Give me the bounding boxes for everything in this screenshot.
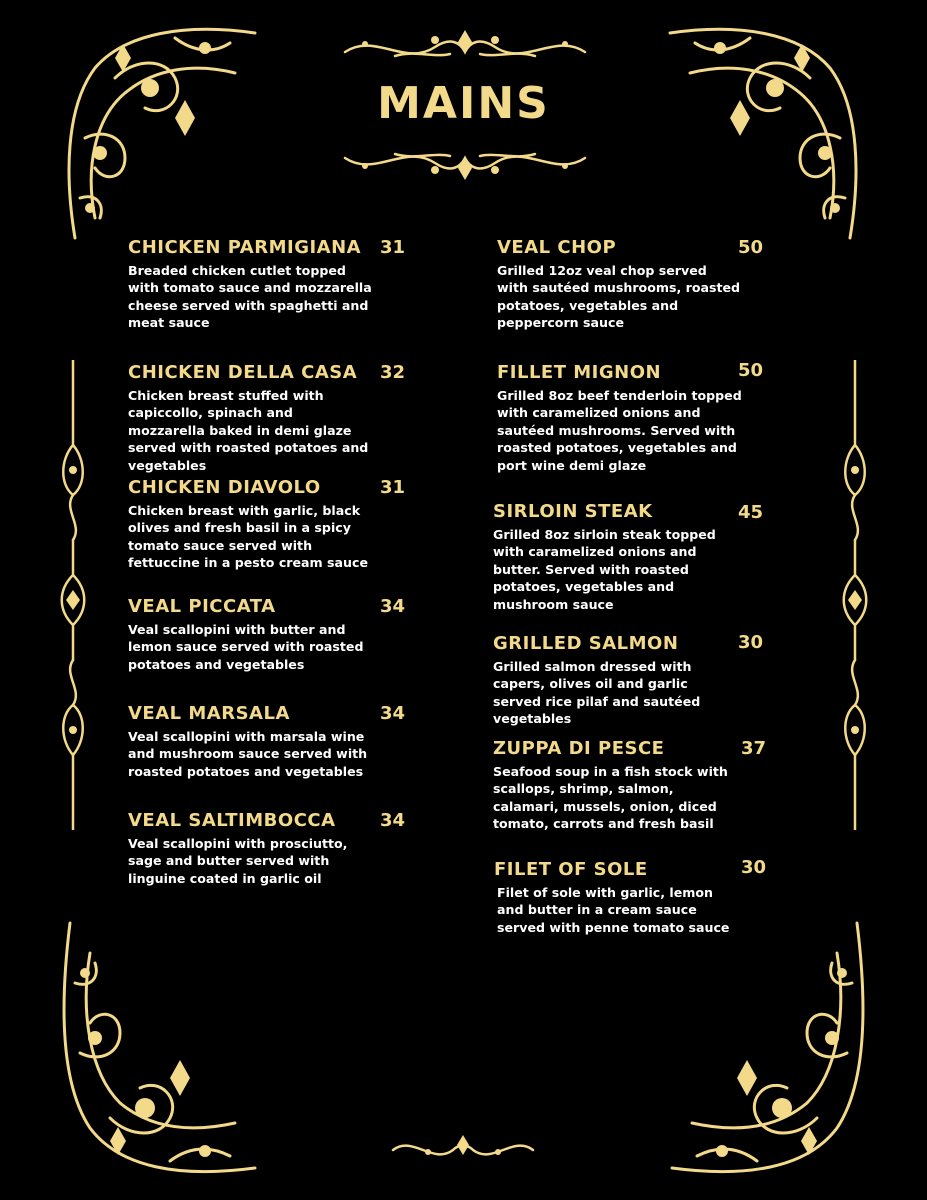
menu-item: [128, 237, 373, 332]
menu-item-price: 45: [738, 502, 764, 523]
menu-item: [128, 810, 373, 887]
ornament-top-right: [660, 18, 870, 243]
menu-item: [493, 501, 738, 613]
menu-item-description: Grilled 8oz beef tenderloin topped with caramelized onions and sautéed mushrooms. Served with roasted potatoes, vegetables and port wine demi glaze: [497, 388, 742, 473]
menu-item-name: CHICKEN PARMIGIANA: [128, 237, 362, 258]
menu-item-description: Seafood soup in a fish stock with scallops, shrimp, salmon, calamari, mussels, onion, diced tomato, carrots and fresh basil: [493, 764, 728, 832]
menu-item-description: Veal scallopini with prosciutto, sage and butter served with linguine coated in garlic oil: [128, 836, 348, 886]
menu-item-description: Chicken breast with garlic, black olives and fresh basil in a spicy tomato sauce served with fettuccine in a pesto cream sauce: [128, 503, 369, 571]
menu-item-description: Filet of sole with garlic, lemon and butter in a cream sauce served with penne tomato sauce: [497, 885, 730, 935]
menu-item-price: 50: [738, 237, 764, 258]
menu-item-name: SIRLOIN STEAK: [493, 501, 653, 522]
menu-item: [128, 362, 373, 474]
ornament-right-border: [840, 360, 870, 830]
menu-item-name: GRILLED SALMON: [493, 633, 679, 654]
menu-item-price: 34: [380, 703, 406, 724]
menu-item-name: CHICKEN DELLA CASA: [128, 362, 358, 383]
menu-item-name: VEAL MARSALA: [128, 703, 290, 724]
menu-item-description: Grilled 12oz veal chop served with sautéed mushrooms, roasted potatoes, vegetables and peppercorn sauce: [497, 263, 741, 331]
menu-item-name: CHICKEN DIAVOLO: [128, 477, 321, 498]
menu-item-name: VEAL PICCATA: [128, 596, 276, 617]
menu-item: [128, 703, 373, 780]
menu-item-price: 37: [741, 738, 767, 759]
ornament-top-left: [55, 18, 265, 243]
menu-item-price: 31: [380, 237, 406, 258]
menu-item-description: Grilled salmon dressed with capers, olives oil and garlic served rice pilaf and sautéed vegetables: [493, 659, 701, 727]
ornament-title-bottom: [335, 138, 595, 188]
ornament-left-border: [58, 360, 88, 830]
menu-item-name: VEAL SALTIMBOCCA: [128, 810, 336, 831]
menu-item: [128, 477, 373, 572]
menu-item: [494, 859, 739, 936]
menu-item: [493, 738, 738, 833]
menu-item-price: 31: [380, 477, 406, 498]
ornament-title-top: [335, 22, 595, 72]
menu-item-description: Grilled 8oz sirloin steak topped with caramelized onions and butter. Served with roasted potatoes, vegetables and mushroom sauce: [493, 527, 716, 612]
menu-item: [128, 596, 373, 673]
ornament-bottom-center: [388, 1130, 538, 1170]
menu-item-price: 30: [738, 632, 764, 653]
menu-item-price: 50: [738, 360, 764, 381]
menu-item-name: FILET OF SOLE: [494, 859, 648, 880]
menu-item-price: 34: [380, 596, 406, 617]
menu-item-description: Veal scallopini with butter and lemon sauce served with roasted potatoes and vegetables: [128, 622, 364, 672]
menu-item-name: FILLET MIGNON: [497, 362, 662, 383]
menu-item-description: Breaded chicken cutlet topped with tomato sauce and mozzarella cheese served with spaghetti and meat sauce: [128, 263, 372, 331]
menu-item-description: Chicken breast stuffed with capiccollo, spinach and mozzarella baked in demi glaze served with roasted potatoes and vegetables: [128, 388, 369, 473]
menu-item-name: ZUPPA DI PESCE: [493, 738, 665, 759]
menu-item-price: 30: [741, 857, 767, 878]
menu-item: [493, 633, 738, 728]
page-title: MAINS: [377, 78, 550, 129]
menu-item-description: Veal scallopini with marsala wine and mushroom sauce served with roasted potatoes and vegetables: [128, 729, 368, 779]
ornament-bottom-right: [662, 918, 877, 1183]
menu-item-price: 32: [380, 362, 406, 383]
ornament-bottom-left: [50, 918, 265, 1183]
menu-item: [497, 362, 742, 474]
menu-item: [497, 237, 742, 332]
menu-item-name: VEAL CHOP: [497, 237, 617, 258]
menu-item-price: 34: [380, 810, 406, 831]
